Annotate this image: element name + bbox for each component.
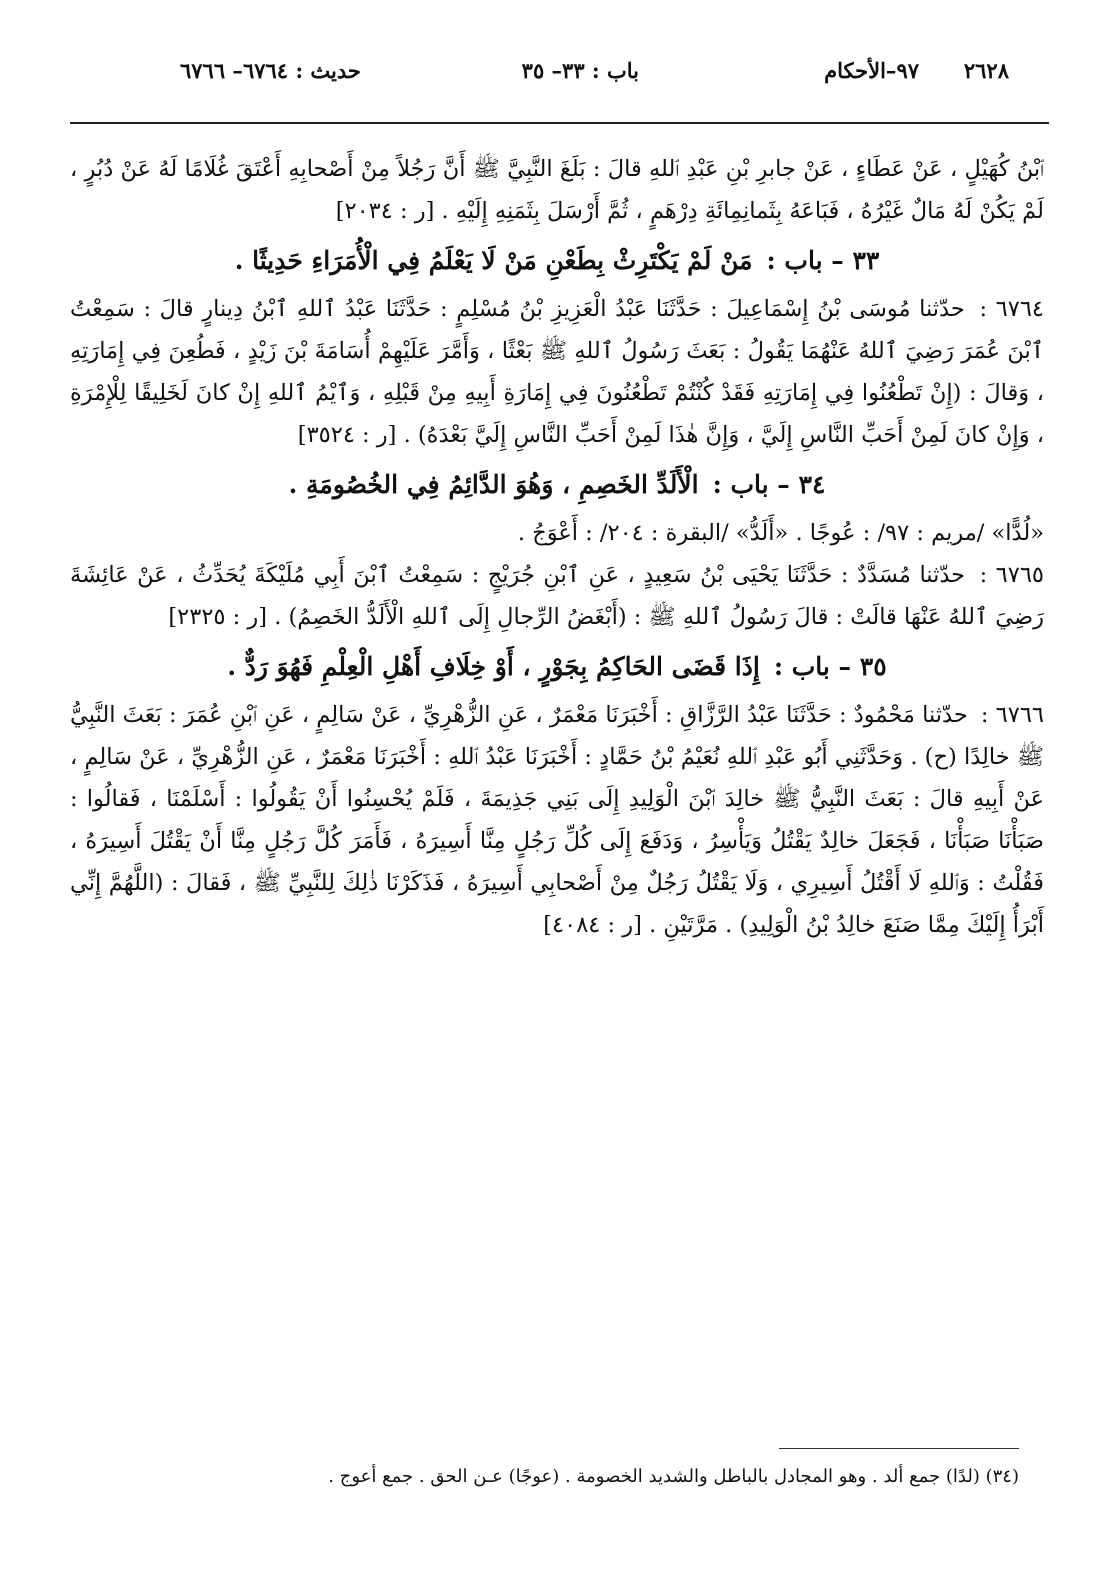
hadith-number: ٦٧٦٦ : xyxy=(980,702,1044,728)
hadith-number: ٦٧٦٥ : xyxy=(979,562,1045,588)
chapter-title: إِذَا قَضَى الحَاكِمُ بِجَوْرٍ ، أَوْ خِلَافِ أَهْلِ الْعِلْمِ فَهُوَ رَدٌّ . xyxy=(227,652,760,681)
cross-reference: [ر : ٤٠٨٤] xyxy=(543,912,642,938)
hadith-text: حدّثنا مُوسَى بْنُ إِسْمَاعِيلَ : حَدَّثَنَا عَبْدُ الْعَزِيزِ بْنُ مُسْلِمٍ : حَدَّثَنَا عَبْدُ ٱللهِ ٱبْنُ دِينارٍ قالَ : سَمِعْتُ ٱبْنَ عُمَرَ رَضِيَ ٱللهُ عَنْهُمَا يَقُولُ : بَعَثَ رَسُولُ ٱللهِ ﷺ بَعْثًا ، وَأَمَّرَ عَلَيْهِمْ أُسَامَةَ بْنَ زَيْدٍ ، فَطُعِنَ فِي إِمَارَتِهِ ، وَقالَ : (إِنْ تَطْعُنُوا فِي إِمَارَتِهِ فَقَدْ كُنْتُمْ تَطْعُنُونَ فِي إِمَارَةِ أَبِيهِ مِنْ قَبْلِهِ ، وَٱيْمُ ٱللهِ إِنْ كانَ لَخَلِيقًا لِلْإِمْرَةِ ، وَإِنْ كانَ لَمِنْ أَحَبِّ النَّاسِ إِلَيَّ ، وَإِنَّ هٰذَا لَمِنْ أَحَبِّ النَّاسِ إِلَيَّ بَعْدَهُ) . xyxy=(70,296,1044,448)
hadith-text: حدّثنا مَحْمُودٌ : حَدَّثَنَا عَبْدُ الرَّزَّاقِ : أَخْبَرَنَا مَعْمَرٌ ، عَنِ الزُّهْرِيِّ ، عَنْ سَالِمٍ ، عَنِ ٱبْنِ عُمَرَ : بَعَثَ النَّبِيُّ ﷺ خالِدًا (ح) . وَحَدَّثَنِي أَبُو عَبْدِ ٱللهِ نُعَيْمُ بْنُ حَمَّادٍ : أَخْبَرَنَا عَبْدُ ٱللهِ : أَخْبَرَنَا مَعْمَرٌ ، عَنِ الزُّهْرِيِّ ، عَنْ سَالِمٍ ، عَنْ أَبِيهِ قالَ : بَعَثَ النَّبِيُّ ﷺ خالِدَ ٱبْنَ الْوَلِيدِ إِلَى بَنِي جَذِيمَةَ ، فَلَمْ يُحْسِنُوا أَنْ يَقُولُوا : أَسْلَمْنَا ، فَقالُوا : صَبَأْنَا صَبَأْنَا ، فَجَعَلَ خالِدٌ يَقْتُلُ وَيَأْسِرُ ، وَدَفَعَ إِلَى كُلِّ رَجُلٍ مِنَّا أَسِيرَهُ ، فَأَمَرَ كُلَّ رَجُلٍ مِنَّا أَنْ يَقْتُلَ أَسِيرَهُ ، فَقُلْتُ : وَٱللهِ لَا أَقْتُلُ أَسِيرِي ، وَلَا يَقْتُلُ رَجُلٌ مِنْ أَصْحابِي أَسِيرَهُ ، فَذَكَرْنَا ذٰلِكَ لِلنَّبِيِّ ﷺ ، فَقالَ : (اللَّهُمَّ إِنِّي أَبْرَأُ إِلَيْكَ مِمَّا صَنَعَ خالِدُ بْنُ الْوَلِيدِ) . مَرَّتَيْنِ . xyxy=(70,702,1044,938)
gloss-text: «لُدًّا» /مريم : ٩٧/ : عُوجًا . «أَلَدُّ» /البقرة : ٢٠٤/ : أَعْوَجُ . xyxy=(517,520,1044,546)
hadith-6766 xyxy=(70,694,1044,946)
cross-reference: [ر : ٣٥٢٤] xyxy=(297,422,397,448)
footnote xyxy=(90,1462,1019,1492)
hadith-text: حدّثنا مُسَدَّدٌ : حَدَّثَنَا يَحْيَى بْنُ سَعِيدٍ ، عَنِ ٱبْنِ جُرَيْجٍ : سَمِعْتُ ٱبْنَ أَبِي مُلَيْكَةَ يُحَدِّثُ ، عَنْ عَائِشَةَ رَضِيَ ٱللهُ عَنْهَا قالَتْ : قالَ رَسُولُ ٱللهِ ﷺ : (أَبْغَضُ الرِّجالِ إِلَى ٱللهِ الْأَلَدُّ الخَصِمُ) . xyxy=(70,562,1044,630)
hadith-number: ٦٧٦٤ : xyxy=(979,296,1045,322)
chapter-heading-34 xyxy=(70,460,1044,510)
header-divider xyxy=(70,122,1049,124)
chapter-heading-35 xyxy=(70,642,1044,692)
intro-paragraph xyxy=(70,148,1044,232)
chapter-heading-33 xyxy=(70,236,1044,286)
chapter-title: الْأَلَدِّ الخَصِمِ ، وَهُوَ الدَّائِمُ فِي الخُصُومَةِ . xyxy=(288,470,699,499)
page-number: ٢٦٢٨ xyxy=(963,58,1009,83)
chapter-range: باب : ٣٣– ٣٥ xyxy=(521,58,639,83)
hadith-6765 xyxy=(70,554,1044,638)
cross-reference: [ر : ٢٣٢٥] xyxy=(168,604,268,630)
chapter-number: ٣٤ – باب : xyxy=(712,470,826,499)
hadith-range: حديث : ٦٧٦٤– ٦٧٦٦ xyxy=(180,58,361,83)
chapter-title: مَنْ لَمْ يَكْتَرِثْ بِطَعْنِ مَنْ لَا يَعْلَمُ فِي الْأُمَرَاءِ حَدِيثًا . xyxy=(234,246,753,275)
intro-text: ٱبْنُ كُهَيْلٍ ، عَنْ عَطَاءٍ ، عَنْ جابرِ بْنِ عَبْدِ ٱللهِ قالَ : بَلَغَ النَّبِيَّ ﷺ أَنَّ رَجُلاً مِنْ أَصْحابِهِ أَعْتَقَ غُلَامًا لَهُ عَنْ دُبُرٍ ، لَمْ يَكُنْ لَهُ مَالٌ غَيْرُهُ ، فَبَاعَهُ بِثَمانِمِائَةِ دِرْهَمٍ ، ثُمَّ أَرْسَلَ بِثَمَنِهِ إِلَيْهِ . xyxy=(70,156,1044,224)
gloss-paragraph xyxy=(70,512,1044,554)
chapter-number: ٣٥ – باب : xyxy=(773,652,887,681)
book-title: ٩٧–الأحكام xyxy=(824,58,919,83)
running-header xyxy=(180,58,1009,92)
footnote-text: (٣٤) (لدًا) جمع ألد . وهو المجادل بالباطل والشديد الخصومة . (عوجًا) عـن الحق . جمع أعوج . xyxy=(328,1466,1019,1487)
main-text xyxy=(70,148,1044,946)
chapter-number: ٣٣ – باب : xyxy=(766,246,880,275)
hadith-6764 xyxy=(70,288,1044,456)
cross-reference: [ر : ٢٠٣٤] xyxy=(335,198,435,224)
footnote-divider xyxy=(779,1448,1019,1449)
